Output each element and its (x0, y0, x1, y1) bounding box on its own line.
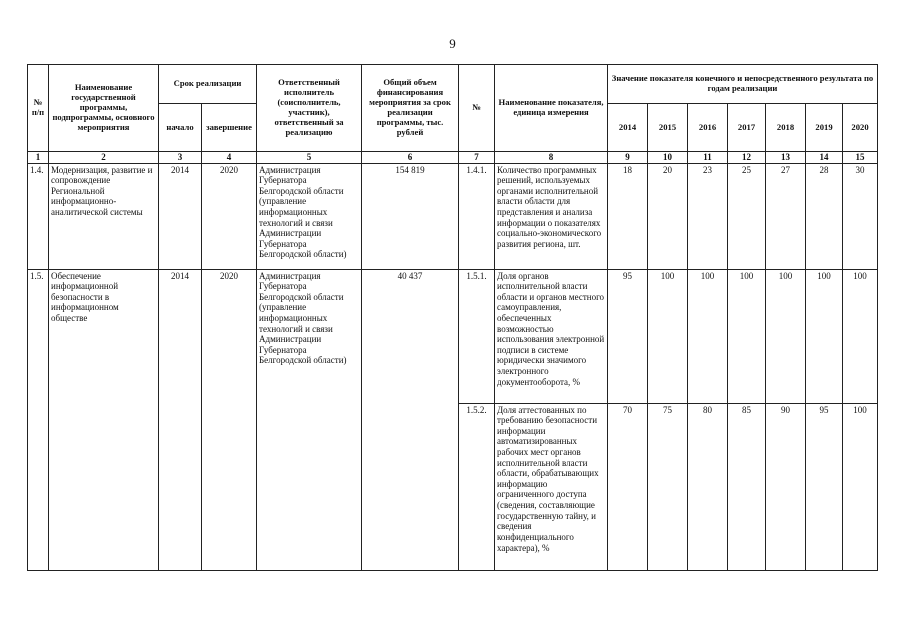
column-number: 2 (49, 152, 159, 164)
row-num: 1.5. (28, 269, 49, 570)
indicator-value: 85 (728, 403, 766, 570)
column-number: 7 (459, 152, 495, 164)
header-start: начало (159, 104, 202, 152)
row-responsible: Администрация Губернатора Белгородской области (управление информационных технологий и связи Администрации Губернатора Белгородской области) (257, 269, 362, 570)
indicator-value: 100 (728, 269, 766, 403)
column-number: 5 (257, 152, 362, 164)
page-number: 9 (449, 36, 456, 51)
column-number: 6 (362, 152, 459, 164)
header-year: 2019 (806, 104, 843, 152)
indicator-num: 1.5.2. (459, 403, 495, 570)
row-start: 2014 (159, 163, 202, 269)
column-number: 3 (159, 152, 202, 164)
indicator-value: 100 (688, 269, 728, 403)
indicator-value: 100 (648, 269, 688, 403)
row-program-name: Обеспечение информационной безопасности в информационном обществе (49, 269, 159, 570)
program-table (27, 64, 878, 571)
header-num: № п/п (28, 65, 49, 152)
indicator-value: 75 (648, 403, 688, 570)
indicator-name: Доля аттестованных по требованию безопасности информации автоматизированных рабочих мест органов исполнительной власти области, обрабатывающих информацию ограниченного доступа (сведения, составляющие государственную тайну, и сведения конфиденциального характера), % (495, 403, 608, 570)
table-row (28, 163, 878, 269)
indicator-value: 28 (806, 163, 843, 269)
header-indicator-num: № (459, 65, 495, 152)
header-responsible: Ответственный исполнитель (соисполнитель, участник), ответственный за реализацию (257, 65, 362, 152)
row-num: 1.4. (28, 163, 49, 269)
row-funding: 154 819 (362, 163, 459, 269)
indicator-name: Доля органов исполнительной власти области и органов местного самоуправления, обеспеченных возможностью использования электронной подписи в системе юридически значимого электронного документооборота, % (495, 269, 608, 403)
indicator-value: 27 (766, 163, 806, 269)
header-year: 2015 (648, 104, 688, 152)
indicator-name: Количество программных решений, используемых органами исполнительной власти области для представления и анализа информации о показателях социально-экономического развития региона, шт. (495, 163, 608, 269)
indicator-num: 1.5.1. (459, 269, 495, 403)
indicator-value: 100 (766, 269, 806, 403)
column-number: 1 (28, 152, 49, 164)
header-year: 2020 (843, 104, 878, 152)
indicator-value: 80 (688, 403, 728, 570)
column-number: 13 (766, 152, 806, 164)
header-values: Значение показателя конечного и непосредственного результата по годам реализации (608, 65, 878, 104)
header-year: 2017 (728, 104, 766, 152)
header-period: Срок реализации (159, 65, 257, 104)
indicator-value: 95 (608, 269, 648, 403)
row-responsible: Администрация Губернатора Белгородской области (управление информационных технологий и связи Администрации Губернатора Белгородской области) (257, 163, 362, 269)
indicator-value: 23 (688, 163, 728, 269)
column-number-row (28, 152, 878, 164)
indicator-value: 18 (608, 163, 648, 269)
indicator-value: 70 (608, 403, 648, 570)
header-year: 2018 (766, 104, 806, 152)
column-number: 10 (648, 152, 688, 164)
column-number: 9 (608, 152, 648, 164)
row-program-name: Модернизация, развитие и сопровождение Региональной информационно-аналитической системы (49, 163, 159, 269)
header-funding: Общий объем финансирования мероприятия за срок реализации программы, тыс. рублей (362, 65, 459, 152)
table-row (28, 269, 878, 403)
indicator-value: 100 (843, 269, 878, 403)
column-number: 11 (688, 152, 728, 164)
indicator-num: 1.4.1. (459, 163, 495, 269)
column-number: 8 (495, 152, 608, 164)
column-number: 15 (843, 152, 878, 164)
column-number: 12 (728, 152, 766, 164)
row-funding: 40 437 (362, 269, 459, 570)
header-end: завершение (202, 104, 257, 152)
row-end: 2020 (202, 163, 257, 269)
indicator-value: 25 (728, 163, 766, 269)
indicator-value: 20 (648, 163, 688, 269)
column-number: 14 (806, 152, 843, 164)
row-end: 2020 (202, 269, 257, 570)
header-indicator-name: Наименование показателя, единица измерения (495, 65, 608, 152)
indicator-value: 95 (806, 403, 843, 570)
indicator-value: 30 (843, 163, 878, 269)
header-program-name: Наименование государственной программы, подпрограммы, основного мероприятия (49, 65, 159, 152)
header-year: 2014 (608, 104, 648, 152)
row-start: 2014 (159, 269, 202, 570)
indicator-value: 90 (766, 403, 806, 570)
indicator-value: 100 (806, 269, 843, 403)
indicator-value: 100 (843, 403, 878, 570)
column-number: 4 (202, 152, 257, 164)
header-year: 2016 (688, 104, 728, 152)
